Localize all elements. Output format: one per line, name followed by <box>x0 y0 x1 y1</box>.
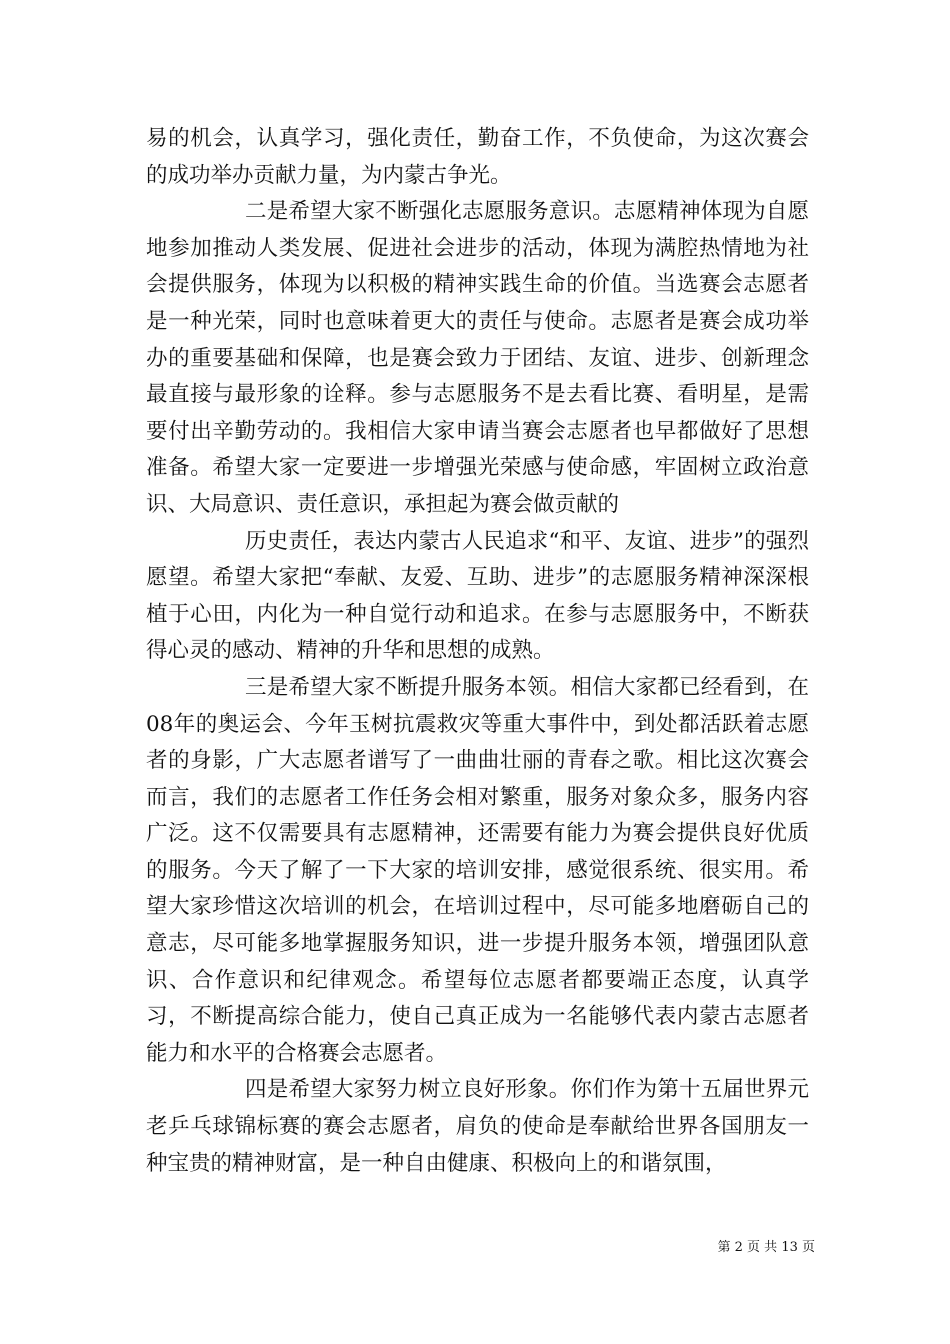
paragraph-continuation: 易的机会，认真学习，强化责任，勤奋工作，不负使命，为这次赛会的成功举办贡献力量，为内蒙古争光。 <box>146 126 809 188</box>
paragraph-four: 四是希望大家努力树立良好形象。你们作为第十五届世界元老乒乓球锦标赛的赛会志愿者，肩负的使命是奉献给世界各国朋友一种宝贵的精神财富，是一种自由健康、积极向上的和谐氛围， <box>146 1077 809 1176</box>
document-body <box>146 121 809 1182</box>
paragraph-two: 二是希望大家不断强化志愿服务意识。志愿精神体现为自愿地参加推动人类发展、促进社会进步的活动，体现为满腔热情地为社会提供服务，体现为以积极的精神实践生命的价值。当选赛会志愿者是一种光荣，同时也意味着更大的责任与使命。志愿者是赛会成功举办的重要基础和保障，也是赛会致力于团结、友谊、进步、创新理念最直接与最形象的诠释。参与志愿服务不是去看比赛、看明星，是需要付出辛勤劳动的。我相信大家申请当赛会志愿者也早都做好了思想准备。希望大家一定要进一步增强光荣感与使命感，牢固树立政治意识、大局意识、责任意识，承担起为赛会做贡献的 <box>146 199 809 517</box>
paragraph-three: 三是希望大家不断提升服务本领。相信大家都已经看到，在08年的奥运会、今年玉树抗震救灾等重大事件中，到处都活跃着志愿者的身影，广大志愿者谱写了一曲曲壮丽的青春之歌。相比这次赛会而言，我们的志愿者工作任务会相对繁重，服务对象众多，服务内容广泛。这不仅需要具有志愿精神，还需要有能力为赛会提供良好优质的服务。今天了解了一下大家的培训安排，感觉很系统、很实用。希望大家珍惜这次培训的机会，在培训过程中，尽可能多地磨砺自己的意志，尽可能多地掌握服务知识，进一步提升服务本领，增强团队意识、合作意识和纪律观念。希望每位志愿者都要端正态度，认真学习，不断提高综合能力，使自己真正成为一名能够代表内蒙古志愿者能力和水平的合格赛会志愿者。 <box>146 674 809 1066</box>
paragraph-history: 历史责任，表达内蒙古人民追求“和平、友谊、进步”的强烈愿望。希望大家把“奉献、友爱、互助、进步”的志愿服务精神深深根植于心田，内化为一种自觉行动和追求。在参与志愿服务中，不断获得心灵的感动、精神的升华和思想的成熟。 <box>146 528 809 664</box>
page-number-footer: 第 2 页 共 13 页 <box>717 1240 815 1255</box>
